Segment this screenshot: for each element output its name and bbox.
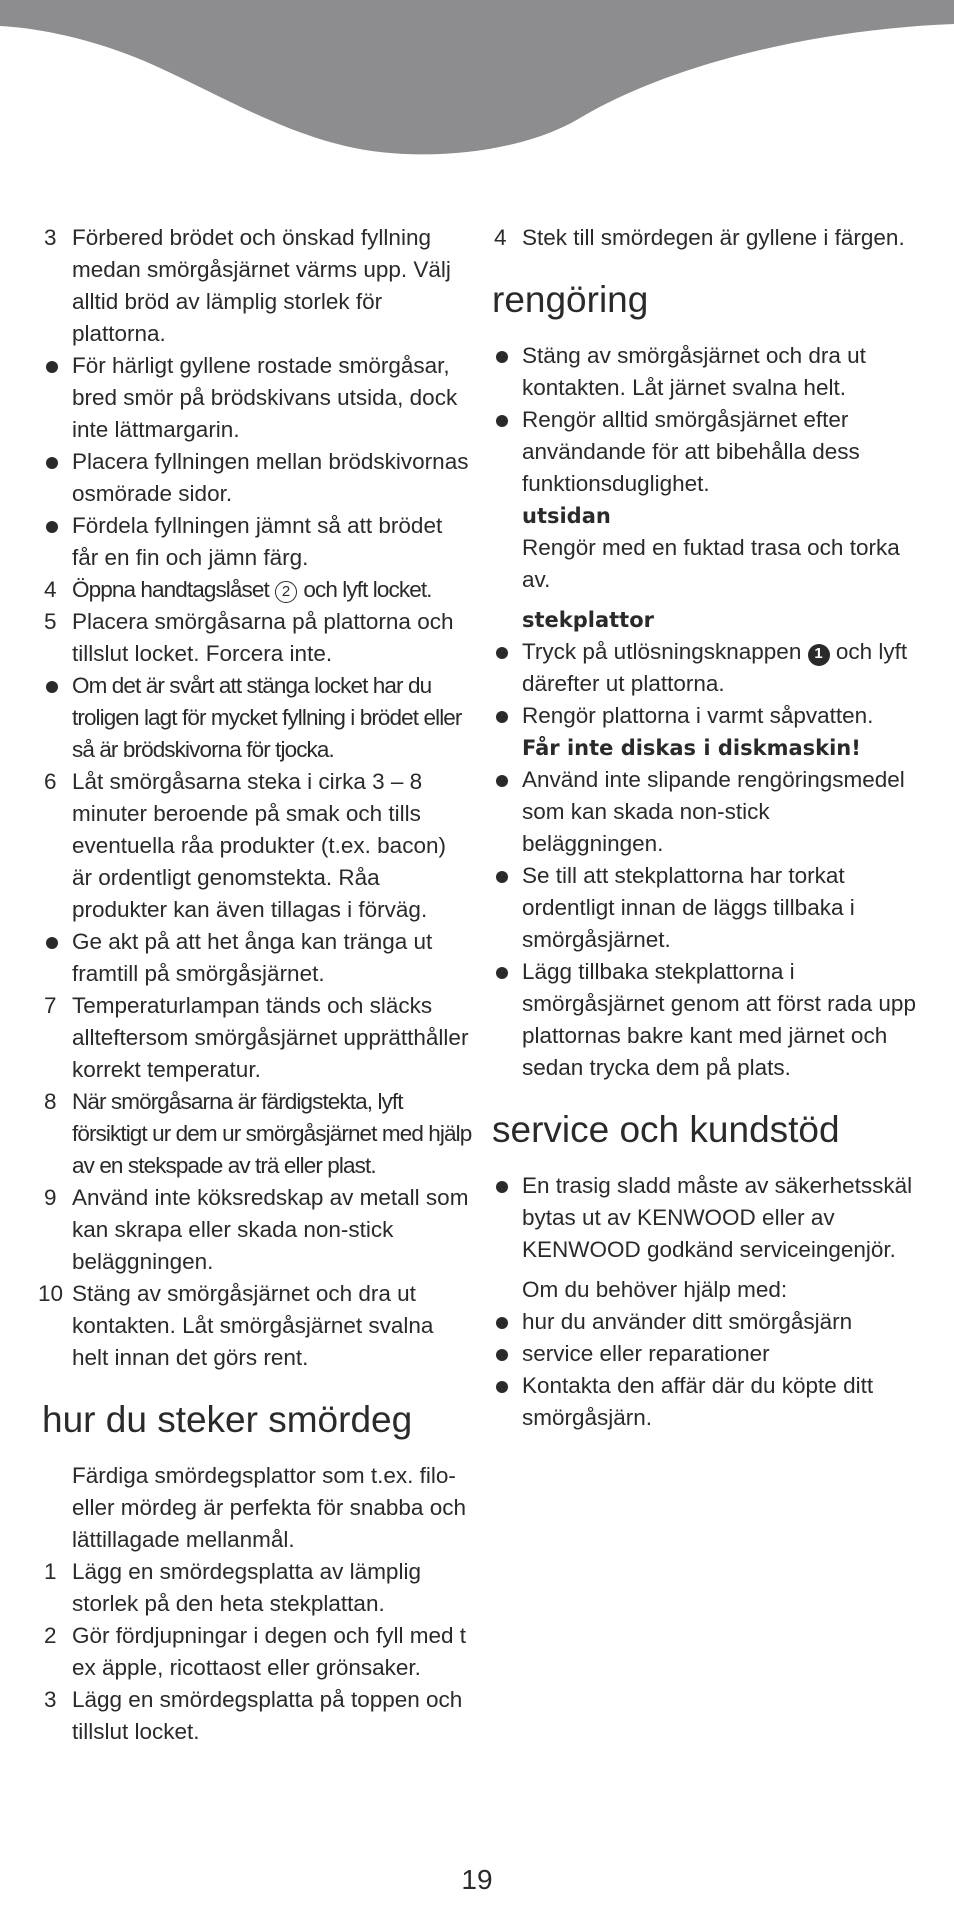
list-item-cord: [492, 1170, 917, 1266]
list-item: [492, 340, 917, 404]
list-item: [42, 350, 472, 446]
item-text: Rengör alltid smörgåsjärnet efter användande för att bibehålla dess funktionsduglighet.: [522, 407, 860, 496]
list-item: [42, 1620, 472, 1684]
list-item-open-latch: [42, 574, 472, 606]
list-item: [42, 606, 472, 670]
help-list: [492, 1306, 917, 1434]
bullet-icon: [496, 1317, 508, 1329]
item-text: Temperaturlampan tänds och släcks allteftersom smörgåsjärnet upprätthåller korrekt temperatur.: [72, 993, 469, 1082]
cleaning-list: [492, 340, 917, 500]
header-wave: [0, 0, 954, 160]
list-item: [42, 1556, 472, 1620]
item-marker: 3: [44, 1687, 57, 1712]
item-marker: 3: [44, 225, 57, 250]
item-text: Använd inte köksredskap av metall som kan skrapa eller skada non-stick beläggningen.: [72, 1185, 469, 1274]
cleaning-heading: rengöring: [492, 279, 649, 320]
bullet-icon: [496, 967, 508, 979]
bullet-icon: [496, 1349, 508, 1361]
item-marker: 10: [38, 1281, 64, 1306]
item-marker: 5: [44, 609, 57, 634]
item-text: En trasig sladd måste av säkerhetsskäl bytas ut av KENWOOD eller av KENWOOD godkänd serviceingenjör.: [522, 1173, 913, 1262]
item-text: Låt smörgåsarna steka i cirka 3 – 8 minuter beroende på smak och tills eventuella råa produkter (t.ex. bacon) är ordentligt genomstekta. Råa produkter kan även tillagas i förväg.: [72, 769, 446, 922]
item-text: Lägg en smördegsplatta på toppen och tillslut locket.: [72, 1687, 463, 1744]
item-text: och lyft därefter ut plattorna.: [522, 639, 908, 696]
list-item: [492, 1370, 917, 1434]
item-text: När smörgåsarna är färdigstekta, lyft försiktigt ur dem ur smörgåsjärnet med hjälp av en stekspade av trä eller plast.: [72, 1089, 472, 1178]
list-item-wash: [492, 700, 917, 764]
list-item: [492, 860, 917, 956]
page-number: 19: [461, 1864, 493, 1895]
left-intro-list: [42, 222, 472, 574]
help-intro: Om du behöver hjälp med:: [522, 1277, 788, 1302]
item-text: Stäng av smörgåsjärnet och dra ut kontakten. Låt järnet svalna helt.: [522, 343, 866, 400]
list-item: [42, 1684, 472, 1748]
list-item: [492, 1306, 917, 1338]
item-text: och lyft locket.: [303, 577, 432, 602]
list-item: [42, 510, 472, 574]
list-item: [492, 1338, 917, 1370]
item-text: Använd inte slipande rengöringsmedel som kan skada non-stick beläggningen.: [522, 767, 905, 856]
bullet-icon: [496, 711, 508, 723]
bullet-icon: [496, 1381, 508, 1393]
cleaning-more-list: [492, 764, 917, 1084]
item-marker: 4: [44, 577, 57, 602]
list-item: [42, 1086, 472, 1182]
outside-subheading: utsidan: [522, 504, 611, 528]
outside-text: Rengör med en fuktad trasa och torka av.: [522, 535, 900, 592]
item-marker: 2: [44, 1623, 57, 1648]
bullet-icon: [496, 775, 508, 787]
list-item: [492, 404, 917, 500]
item-text: hur du använder ditt smörgåsjärn: [522, 1309, 853, 1334]
list-item: [42, 926, 472, 990]
item-text: Om det är svårt att stänga locket har du troligen lagt för mycket fyllning i brödet eller så är brödskivorna för tjocka.: [72, 673, 462, 762]
item-text: Förbered brödet och önskad fyllning medan smörgåsjärnet värms upp. Välj alltid bröd av lämplig storlek för plattorna.: [72, 225, 451, 346]
bullet-icon: [46, 457, 58, 469]
item-text: Rengör plattorna i varmt såpvatten.: [522, 703, 874, 728]
item-text: Tryck på utlösningsknappen: [522, 639, 802, 664]
pastry-steps-list: [42, 1556, 472, 1748]
item-marker: 4: [494, 225, 507, 250]
item-marker: 6: [44, 769, 57, 794]
callout-1: 1: [808, 644, 830, 666]
list-item: [42, 446, 472, 510]
list-item: [42, 670, 472, 766]
bullet-icon: [496, 1181, 508, 1193]
list-item: [492, 222, 917, 254]
left-column: [38, 222, 472, 1748]
list-item: [38, 1278, 472, 1374]
item-text: Öppna handtagslåset: [72, 577, 269, 602]
right-column: [492, 222, 917, 1434]
list-item: [492, 956, 917, 1084]
item-text: För härligt gyllene rostade smörgåsar, bred smör på brödskivans utsida, dock inte lättmargarin.: [72, 353, 458, 442]
item-marker: 8: [44, 1089, 57, 1114]
item-marker: 1: [44, 1559, 57, 1584]
item-text: Placera smörgåsarna på plattorna och tillslut locket. Forcera inte.: [72, 609, 454, 666]
bullet-icon: [46, 521, 58, 533]
list-item: [42, 222, 472, 350]
callout-2: 2: [275, 581, 297, 603]
pastry-heading: hur du steker smördeg: [42, 1399, 413, 1440]
bullet-icon: [46, 361, 58, 373]
item-text: Fördela fyllningen jämnt så att brödet får en fin och jämn färg.: [72, 513, 443, 570]
pastry-intro: Färdiga smördegsplattor som t.ex. filo- eller mördeg är perfekta för snabba och lättillagade mellanmål.: [72, 1463, 466, 1552]
item-text: Se till att stekplattorna har torkat ordentligt innan de läggs tillbaka i smörgåsjärnet.: [522, 863, 855, 952]
bullet-icon: [496, 647, 508, 659]
list-item-release: [492, 636, 917, 700]
dishwasher-warning: Får inte diskas i diskmaskin!: [522, 736, 861, 760]
item-text: Ge akt på att het ånga kan tränga ut framtill på smörgåsjärnet.: [72, 929, 433, 986]
item-text: Lägg en smördegsplatta av lämplig storlek på den heta stekplattan.: [72, 1559, 421, 1616]
bullet-icon: [496, 415, 508, 427]
item-text: Placera fyllningen mellan brödskivornas osmörade sidor.: [72, 449, 469, 506]
item-text: Stek till smördegen är gyllene i färgen.: [522, 225, 905, 250]
item-text: Stäng av smörgåsjärnet och dra ut kontakten. Låt smörgåsjärnet svalna helt innan det görs rent.: [72, 1281, 434, 1370]
list-item: [492, 764, 917, 860]
bullet-icon: [46, 937, 58, 949]
item-text: Lägg tillbaka stekplattorna i smörgåsjärnet genom att först rada upp plattornas bakre kant med järnet och sedan trycka dem på plats.: [522, 959, 916, 1080]
item-text: service eller reparationer: [522, 1341, 770, 1366]
plates-subheading: stekplattor: [522, 608, 655, 632]
item-marker: 9: [44, 1185, 57, 1210]
list-item: [42, 990, 472, 1086]
service-heading: service och kundstöd: [492, 1109, 840, 1150]
list-item: [42, 766, 472, 926]
list-item: [42, 1182, 472, 1278]
bullet-icon: [496, 351, 508, 363]
left-steps-list: [38, 606, 472, 1374]
item-marker: 7: [44, 993, 57, 1018]
bullet-icon: [496, 871, 508, 883]
item-text: Gör fördjupningar i degen och fyll med t ex äpple, ricottaost eller grönsaker.: [72, 1623, 466, 1680]
item-text: Kontakta den affär där du köpte ditt smörgåsjärn.: [522, 1373, 874, 1430]
bullet-icon: [46, 681, 58, 693]
